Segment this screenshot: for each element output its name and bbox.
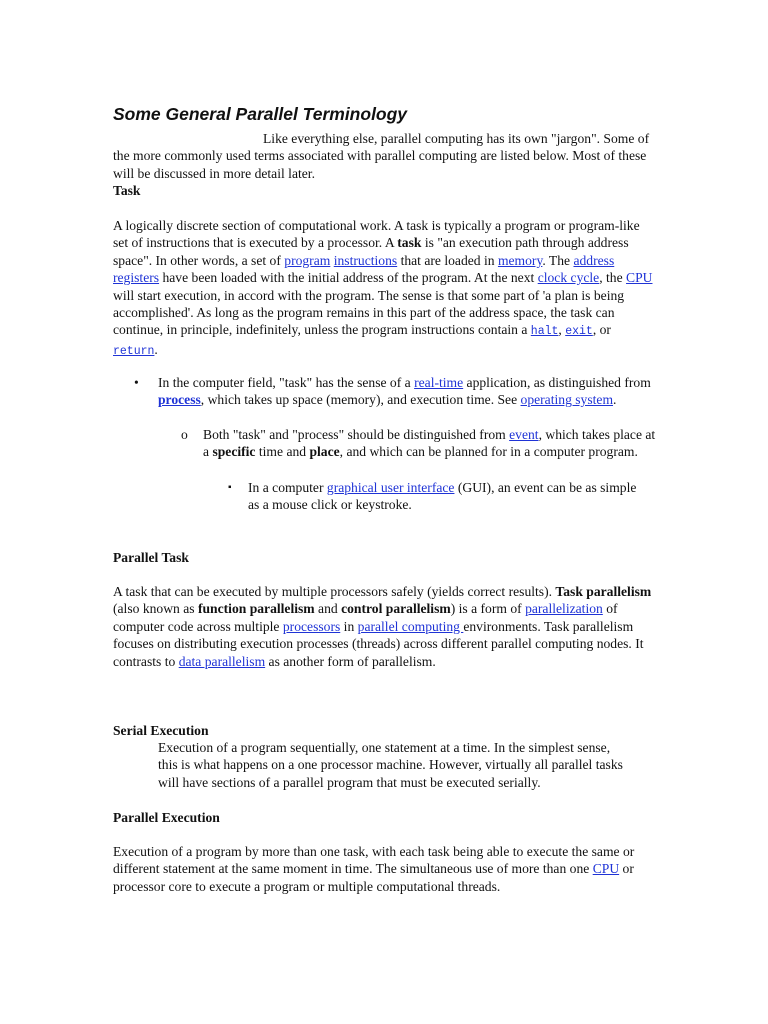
pt-bold-task-parallelism: Task parallelism <box>555 584 652 599</box>
task-text-4: . The <box>542 252 574 268</box>
b2-text-d: , and which can be planned for in a computer program. <box>339 444 638 460</box>
link-data-parallelism[interactable]: data parallelism <box>178 653 266 669</box>
b2-bold-place: place <box>309 444 340 460</box>
link-real-time[interactable]: real-time <box>414 375 464 390</box>
pt-bold-control-parallelism: control parallelism <box>341 601 451 617</box>
bullet-item-2 <box>203 426 658 461</box>
intro-paragraph: Like everything else, parallel computing has its own "jargon". Some of the more commonly used terms associated with parallel computing are listed below. Most of these will be discussed in more detail later. <box>113 131 650 181</box>
task-heading: Task <box>113 183 141 198</box>
link-parallelization[interactable]: parallelization <box>525 601 603 617</box>
link-parallel-computing[interactable]: parallel computing <box>357 618 464 634</box>
b2-text-b: , which takes place at a <box>203 427 656 460</box>
link-event[interactable]: event <box>509 427 539 442</box>
link-exit[interactable]: exit <box>565 325 593 339</box>
task-text-7: will start execution, in accord with the program. The sense is that some part of 'a plan is being accomplished'. As long as the program remains in this part of the address space, the task can continue, in principle, indefinitely, unless the program instructions contain a <box>113 287 625 338</box>
link-operating-system[interactable]: operating system <box>520 392 614 408</box>
pt-text-g: environments. Task parallelism focuses on distributing execution processes (threads) across different parallel computing nodes. It contrasts to <box>113 618 644 669</box>
parallel-execution-paragraph <box>113 843 658 895</box>
task-text-6: , the <box>599 270 627 286</box>
link-gui[interactable]: graphical user interface <box>326 480 455 495</box>
bullet-item-3 <box>248 479 648 514</box>
b1-text-a: In the computer field, "task" has the sense of a <box>158 375 415 390</box>
b2-bold-specific: specific <box>212 444 256 460</box>
pt-text-d: ) is a form of <box>450 601 526 617</box>
parallel-task-heading: Parallel Task <box>113 550 189 565</box>
b3-text-b: (GUI), an event can be as simple as a mouse click or keystroke. <box>248 480 637 513</box>
task-text-2: is "an execution path through address space". In other words, a set of <box>113 235 629 268</box>
parallel-task-paragraph <box>113 583 658 670</box>
bullet-marker-3: ▪ <box>228 482 232 493</box>
task-text-5: have been loaded with the initial address of the program. At the next <box>159 270 538 286</box>
link-cpu[interactable]: CPU <box>626 270 653 286</box>
pt-text-f: in <box>340 618 358 634</box>
pt-text-e: of computer code across multiple <box>113 601 618 634</box>
task-text-3: that are loaded in <box>397 252 498 268</box>
bullet-marker-2: o <box>181 427 188 442</box>
task-bold: task <box>397 235 422 251</box>
link-cpu-2[interactable]: CPU <box>592 861 620 877</box>
b1-text-b: application, as distinguished from <box>463 375 651 390</box>
bullet-marker-1: • <box>134 375 139 390</box>
task-text-1: A logically discrete section of computational work. A task is typically a program or program-like set of instructions that is executed by a processor. A <box>113 218 640 251</box>
parallel-execution-heading: Parallel Execution <box>113 810 220 825</box>
link-return[interactable]: return <box>113 344 155 358</box>
b1-text-c: , which takes up space (memory), and execution time. See <box>200 392 521 408</box>
pt-text-c: and <box>314 601 342 617</box>
task-paragraph <box>113 217 658 360</box>
b2-text-a: Both "task" and "process" should be distinguished from <box>203 427 510 442</box>
link-address-registers[interactable]: address registers <box>113 252 615 286</box>
link-processors[interactable]: processors <box>282 618 341 634</box>
link-program[interactable]: program <box>284 252 331 268</box>
b1-text-d: . <box>613 392 617 408</box>
pt-text-b: (also known as <box>113 601 198 617</box>
task-end: . <box>154 341 158 357</box>
link-process[interactable]: process <box>158 392 201 408</box>
pt-bold-function-parallelism: function parallelism <box>197 601 315 617</box>
sep-1: , <box>558 322 566 338</box>
b2-text-c: time and <box>255 444 310 460</box>
link-instructions[interactable]: instructions <box>333 252 398 268</box>
pt-text-a: A task that can be executed by multiple processors safely (yields correct results). <box>113 584 556 599</box>
bullet-item-1 <box>158 374 658 409</box>
link-halt[interactable]: halt <box>530 325 559 339</box>
pe-text-b: or processor core to execute a program or multiple computational threads. <box>113 861 634 894</box>
pe-text-a: Execution of a program by more than one task, with each task being able to execute the same or different statement at the same moment in time. The simultaneous use of more than one <box>113 844 635 877</box>
link-clock-cycle[interactable]: clock cycle <box>537 270 600 286</box>
b3-text-a: In a computer <box>248 480 327 495</box>
sep-2: , or <box>592 322 611 338</box>
serial-execution-paragraph: Execution of a program sequentially, one statement at a time. In the simplest sense, this is what happens on a one processor machine. However, virtually all parallel tasks will have sections of a parallel program that must be executed serially. <box>158 740 623 790</box>
page-title: Some General Parallel Terminology <box>113 104 408 124</box>
link-memory[interactable]: memory <box>497 252 543 268</box>
serial-execution-heading: Serial Execution <box>113 723 209 738</box>
pt-text-h: as another form of parallelism. <box>265 653 436 669</box>
